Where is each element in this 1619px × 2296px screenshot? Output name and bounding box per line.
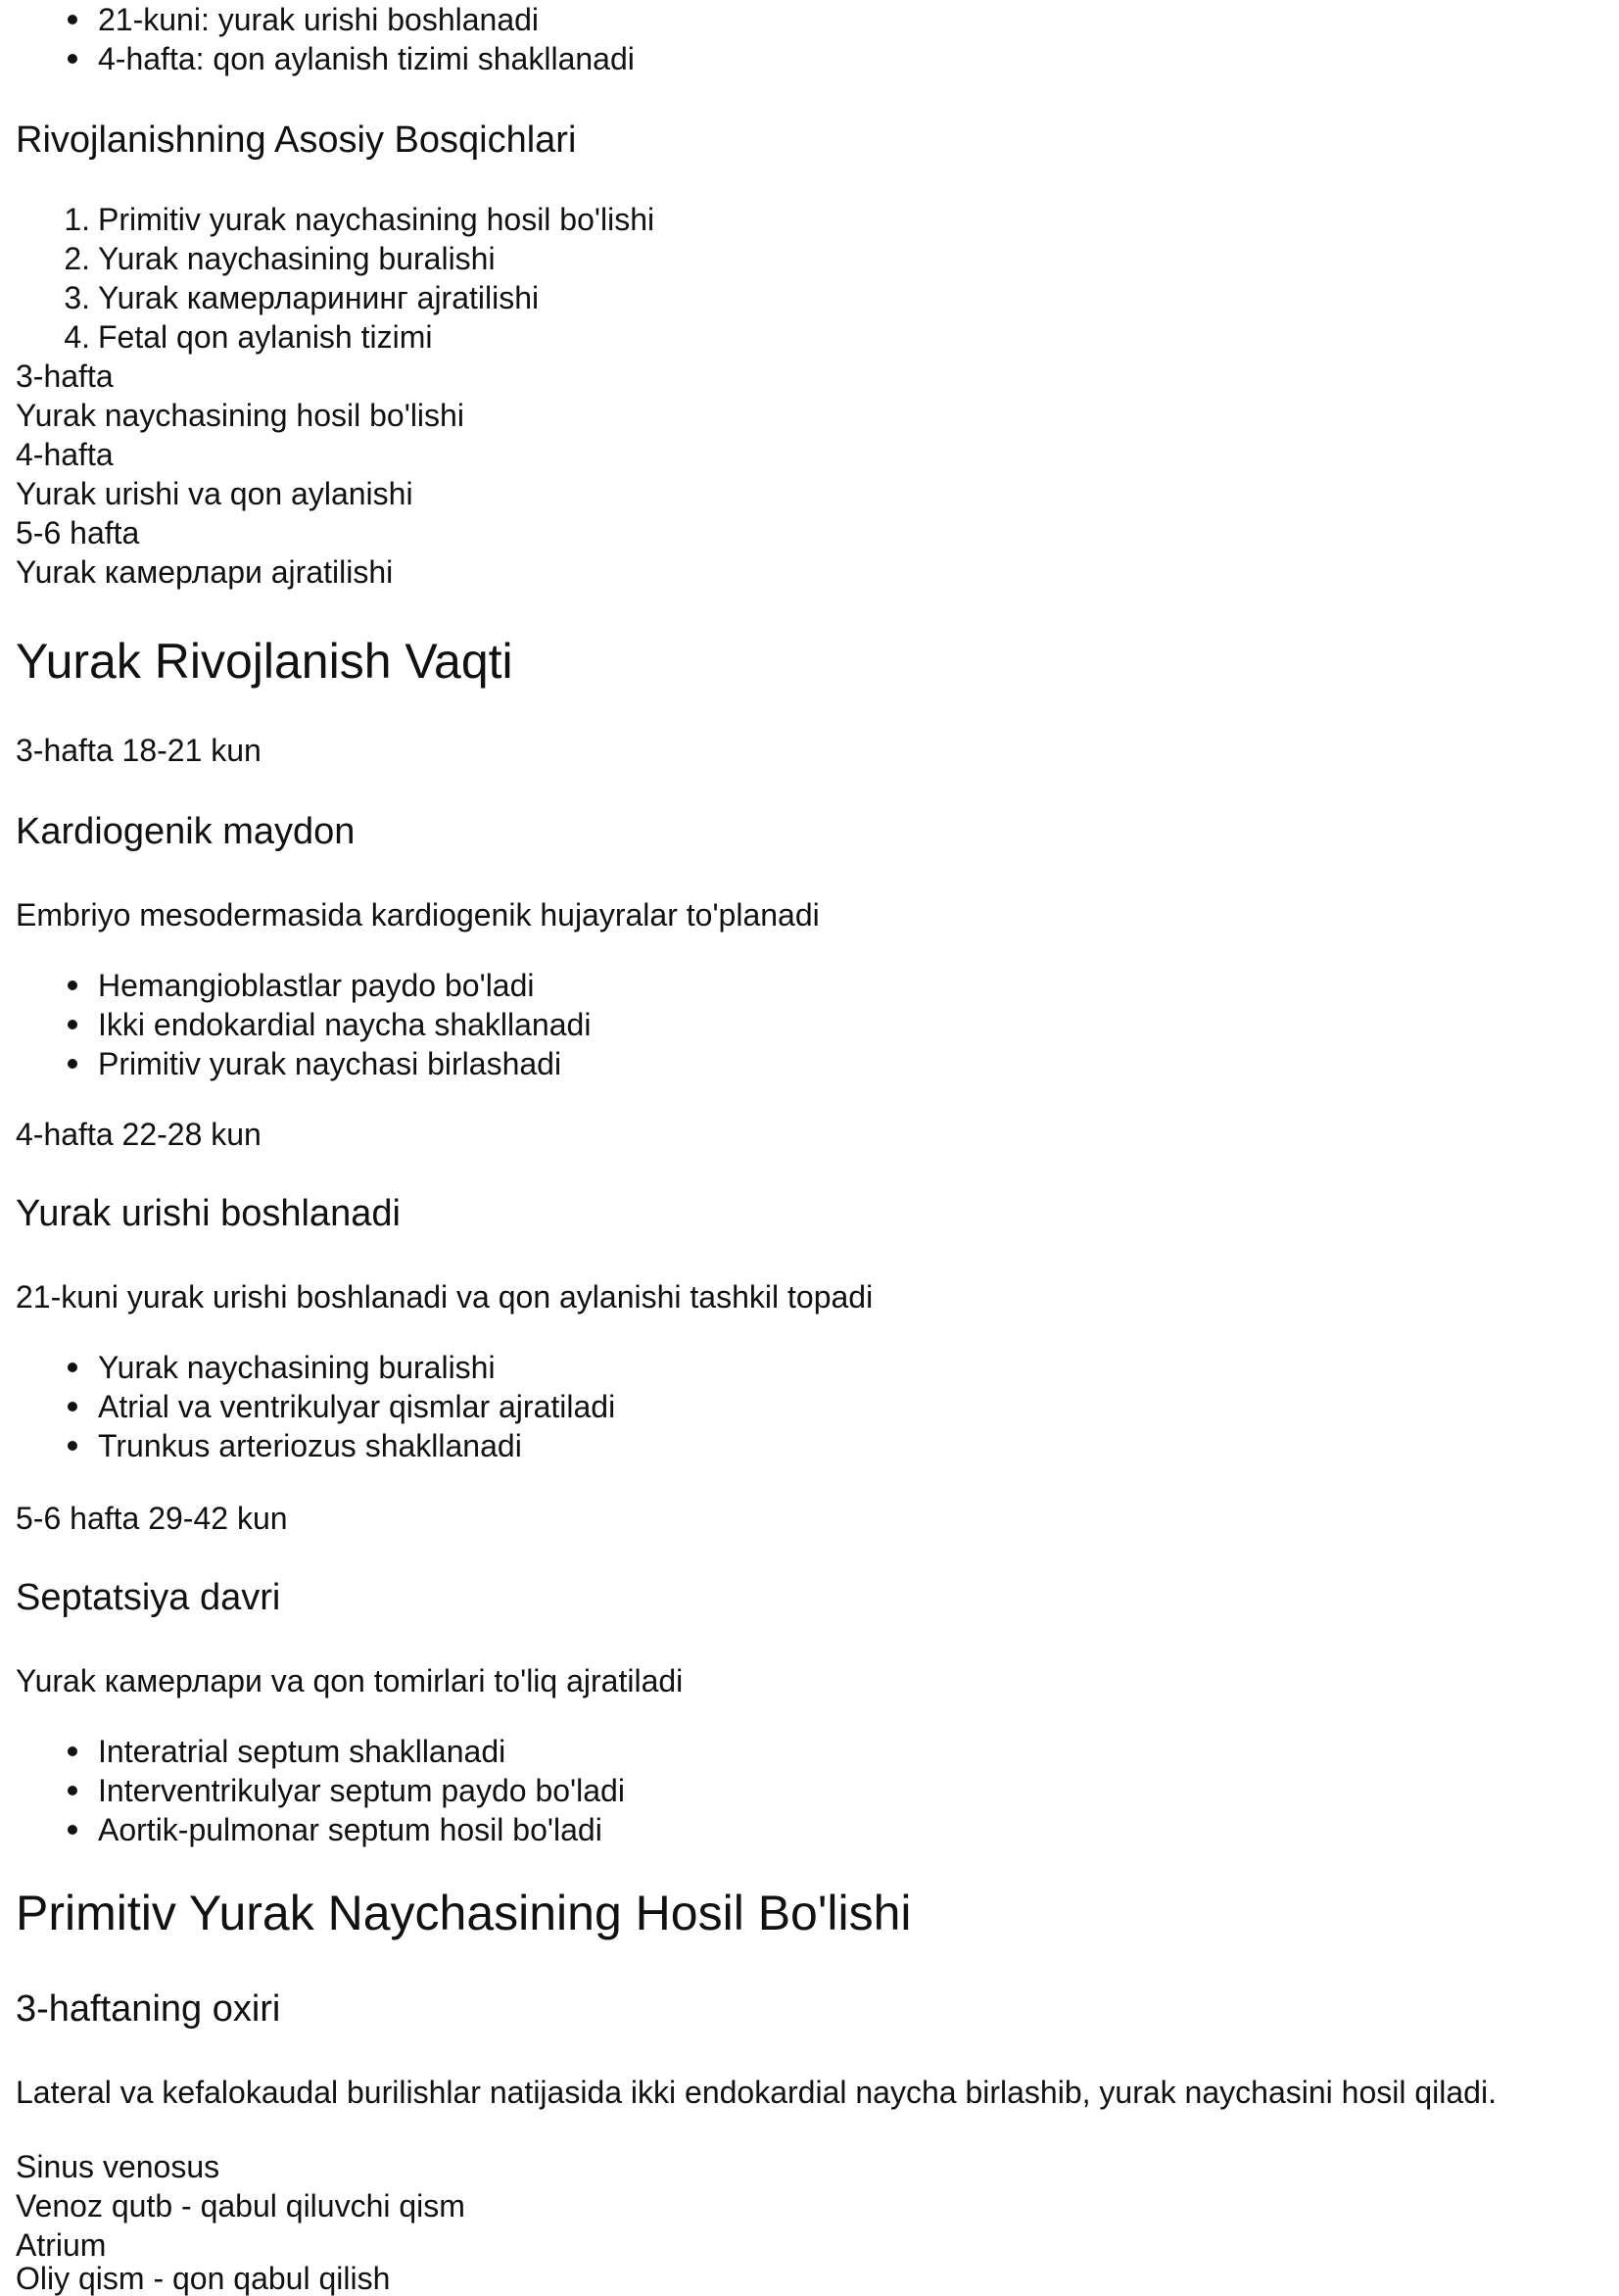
list-item [64, 202, 655, 237]
timeline-period: 5-6 hafta [16, 515, 140, 550]
list-item-text: Primitiv yurak naychasining hosil bo'lishi [98, 202, 655, 237]
part-label: Atrium [16, 2227, 107, 2263]
block-description: Embriyo mesodermasida kardiogenik hujayralar to'planadi [16, 897, 820, 933]
list-item-text: Yurak naychasining buralishi [98, 241, 496, 276]
list-item [64, 319, 433, 355]
part-label: Sinus venosus [16, 2149, 220, 2184]
list-number: 4. [64, 319, 90, 355]
timeline-period: 3-hafta [16, 359, 114, 394]
list-item: Yurak naychasining buralishi [98, 1350, 496, 1385]
block-description: Lateral va kefalokaudal burilishlar natijasida ikki endokardial naycha birlashib, yurak naychasini hosil qiladi. [16, 2075, 1497, 2110]
section-heading: Rivojlanishning Asosiy Bosqichlari [16, 120, 577, 161]
list-item: 4-hafta: qon aylanish tizimi shakllanadi [98, 41, 635, 76]
block-heading: 3-haftaning oxiri [16, 1988, 281, 2030]
block-description: Yurak камерлари va qon tomirlari to'liq ajratiladi [16, 1663, 684, 1698]
section-title: Yurak Rivojlanish Vaqti [16, 634, 513, 689]
list-number: 1. [64, 202, 90, 237]
section-title: Primitiv Yurak Naychasining Hosil Bo'lishi [16, 1886, 912, 1940]
list-item: Atrial va ventrikulyar qismlar ajratiladi [98, 1389, 616, 1424]
list-item-text: Fetal qon aylanish tizimi [98, 319, 433, 355]
list-item: Ikki endokardial naycha shakllanadi [98, 1007, 592, 1042]
timeline-desc: Yurak naychasining hosil bo'lishi [16, 398, 464, 433]
list-item: Interatrial septum shakllanadi [98, 1734, 506, 1769]
period-label: 3-hafta 18-21 kun [16, 733, 262, 768]
timeline-desc: Yurak камерлари ajratilishi [16, 554, 394, 590]
list-item: Trunkus arteriozus shakllanadi [98, 1428, 522, 1463]
list-item: 21-kuni: yurak urishi boshlanadi [98, 2, 540, 37]
timeline-desc: Yurak urishi va qon aylanishi [16, 476, 413, 511]
block-heading: Kardiogenik maydon [16, 811, 356, 852]
part-label: Oliy qism - qon qabul qilish [16, 2261, 391, 2296]
period-label: 4-hafta 22-28 kun [16, 1117, 262, 1152]
list-number: 2. [64, 241, 90, 276]
part-label: Venoz qutb - qabul qiluvchi qism [16, 2188, 465, 2224]
block-heading: Septatsiya davri [16, 1577, 281, 1618]
list-number: 3. [64, 280, 90, 315]
list-item [64, 241, 496, 276]
list-item: Interventrikulyar septum paydo bo'ladi [98, 1773, 625, 1808]
block-heading: Yurak urishi boshlanadi [16, 1193, 401, 1234]
block-description: 21-kuni yurak urishi boshlanadi va qon aylanishi tashkil topadi [16, 1279, 874, 1315]
list-item-text: Yurak камерларининг ajratilishi [98, 280, 540, 315]
list-item: Primitiv yurak naychasi birlashadi [98, 1046, 562, 1081]
list-item: Aortik-pulmonar septum hosil bo'ladi [98, 1812, 602, 1847]
list-item: Hemangioblastlar paydo bo'ladi [98, 968, 535, 1003]
timeline-period: 4-hafta [16, 437, 114, 472]
list-item [64, 280, 540, 315]
period-label: 5-6 hafta 29-42 kun [16, 1501, 288, 1536]
